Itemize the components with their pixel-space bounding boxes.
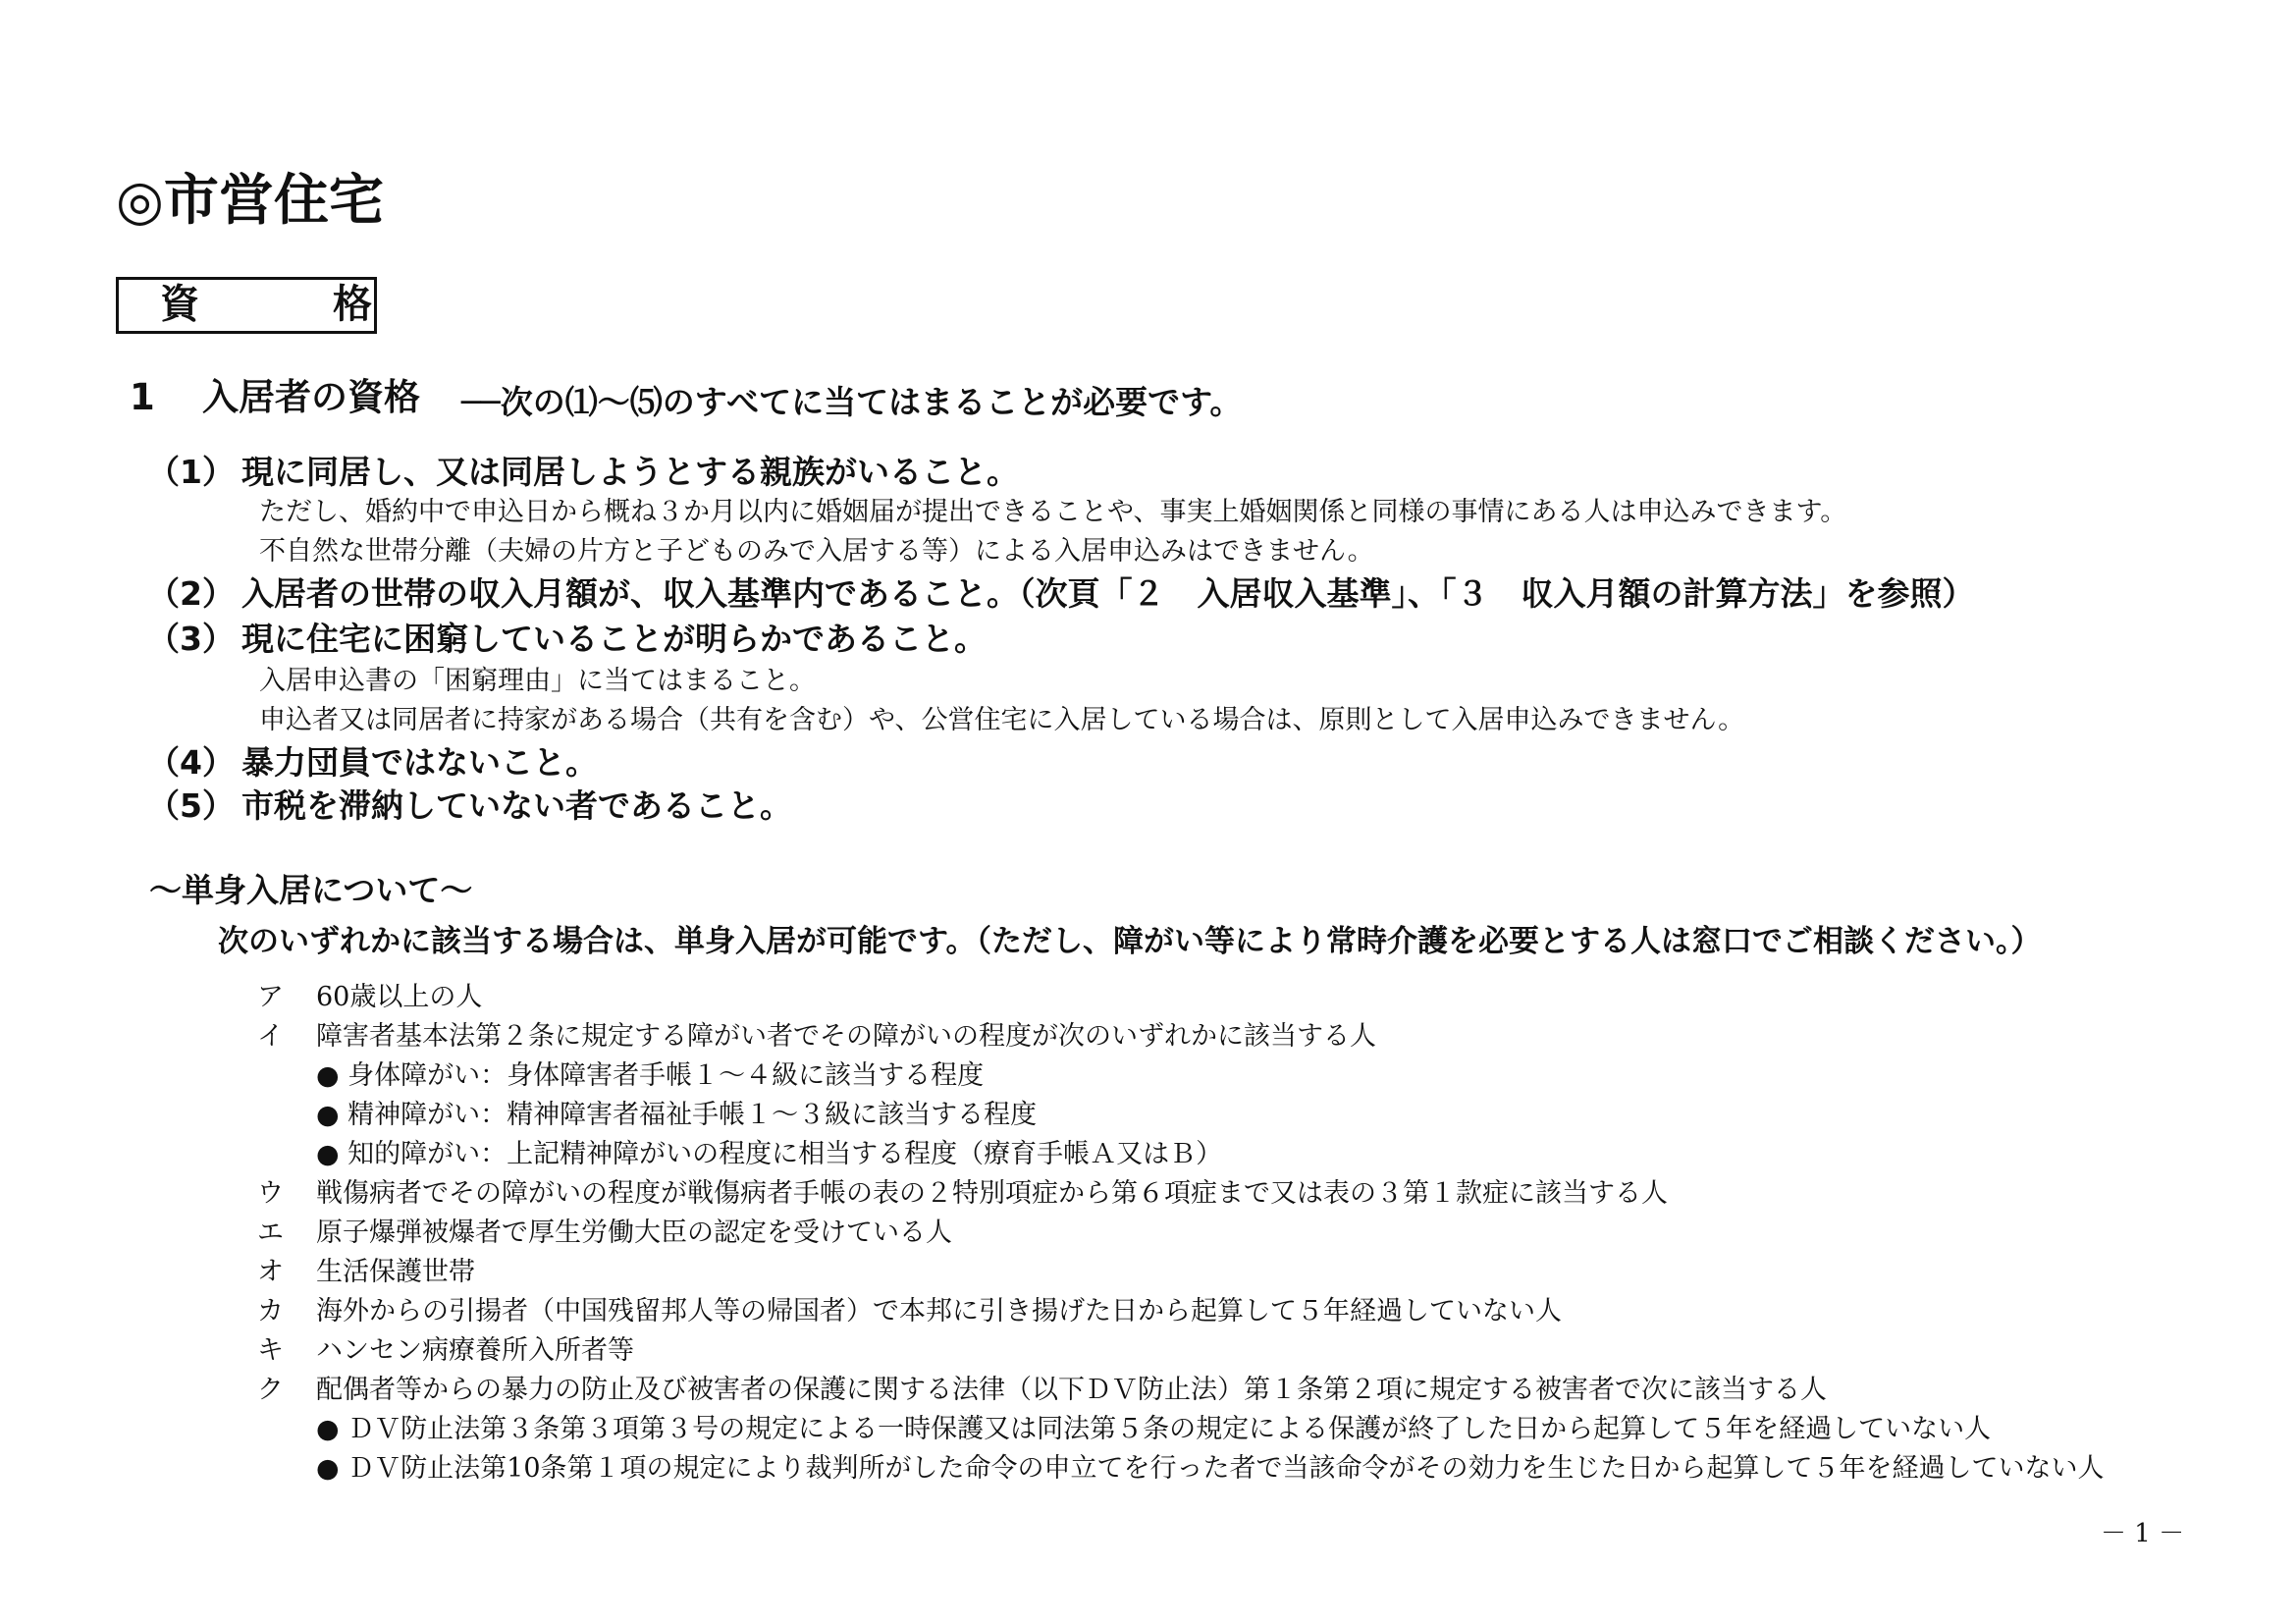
heading-number: 1 <box>130 376 155 418</box>
item-5-number: （5） <box>147 786 235 825</box>
single-lead: 次のいずれかに該当する場合は、単身入居が可能です。（ただし、障がい等により常時介護を必要とする人は窓口でご相談ください。） <box>218 924 2042 959</box>
list-mark-ka: カ <box>257 1296 284 1326</box>
list-item-e: 原子爆弾被爆者で厚生労働大臣の認定を受けている人 <box>316 1218 952 1248</box>
item-1-text: 現に同居し、又は同居しようとする親族がいること。 <box>241 453 1019 491</box>
list-subitem: ● 身体障がい：身体障害者手帳１～４級に該当する程度 <box>316 1060 985 1091</box>
list-mark-a: ア <box>257 982 284 1012</box>
list-mark-u: ウ <box>257 1178 284 1209</box>
list-mark-o: オ <box>257 1257 284 1287</box>
item-4-number: （4） <box>147 743 235 782</box>
list-item-i: 障害者基本法第２条に規定する障がい者でその障がいの程度が次のいずれかに該当する人 <box>316 1021 1376 1052</box>
item-3-note-2: 申込者又は同居者に持家がある場合（共有を含む）や、公営住宅に入居している場合は、原則として入居申込みできません。 <box>259 705 1745 735</box>
list-item-ku: 配偶者等からの暴力の防止及び被害者の保護に関する法律（以下ＤＶ防止法）第１条第２項に規定する被害者で次に該当する人 <box>316 1375 1827 1405</box>
page-number: － 1 － <box>2101 1519 2185 1548</box>
list-item-ki: ハンセン病療養所入所者等 <box>316 1335 634 1366</box>
list-subitem: ● ＤＶ防止法第３条第３項第３号の規定による一時保護又は同法第５条の規定による保護が終了した日から起算して５年を経過していない人 <box>316 1414 1992 1444</box>
heading-subtitle: ──次の⑴～⑸のすべてに当てはまることが必要です。 <box>461 383 1243 421</box>
list-item-o: 生活保護世帯 <box>316 1257 475 1287</box>
single-heading: ～単身入居について～ <box>149 871 473 909</box>
item-3-number: （3） <box>147 620 235 658</box>
item-2-text: 入居者の世帯の収入月額が、収入基準内であること。（次頁「２ 入居収入基準」、「３ 収入月額の計算方法」を参照） <box>241 574 1975 613</box>
item-3-note-1: 入居申込書の「困窮理由」に当てはまること。 <box>259 666 816 696</box>
item-1-number: （1） <box>147 453 235 491</box>
list-item-ka: 海外からの引揚者（中国残留邦人等の帰国者）で本邦に引き揚げた日から起算して５年経過していない人 <box>316 1296 1562 1326</box>
list-subitem: ● 知的障がい：上記精神障がいの程度に相当する程度（療育手帳Ａ又はＢ） <box>316 1139 1223 1169</box>
list-mark-e: エ <box>257 1218 284 1248</box>
list-item-u: 戦傷病者でその障がいの程度が戦傷病者手帳の表の２特別項症から第６項症まで又は表の３第１款症に該当する人 <box>316 1178 1668 1209</box>
list-subitem: ● ＤＶ防止法第10条第１項の規定により裁判所がした命令の申立てを行った者で当該命令がその効力を生じた日から起算して５年を経過していない人 <box>316 1453 2105 1484</box>
list-item-a: 60歳以上の人 <box>316 982 483 1012</box>
item-1-note-1: ただし、婚約中で申込日から概ね３か月以内に婚姻届が提出できることや、事実上婚姻関係と同様の事情にある人は申込みできます。 <box>259 497 1847 527</box>
section-box-label: 資 格 <box>160 281 419 327</box>
item-3-text: 現に住宅に困窮していることが明らかであること。 <box>241 620 987 658</box>
list-mark-i: イ <box>257 1021 284 1052</box>
section-box <box>116 277 419 334</box>
heading-text: 入居者の資格 <box>202 376 420 418</box>
page-title: ◎市営住宅 <box>116 168 384 233</box>
item-1-note-2: 不自然な世帯分離（夫婦の片方と子どものみで入居する等）による入居申込みはできません。 <box>259 536 1374 567</box>
list-mark-ku: ク <box>257 1375 284 1405</box>
item-4-text: 暴力団員ではないこと。 <box>241 743 598 782</box>
item-2-number: （2） <box>147 574 235 613</box>
list-mark-ki: キ <box>257 1335 284 1366</box>
item-5-text: 市税を滞納していない者であること。 <box>241 786 792 825</box>
list-subitem: ● 精神障がい：精神障害者福祉手帳１～３級に該当する程度 <box>316 1100 1038 1130</box>
